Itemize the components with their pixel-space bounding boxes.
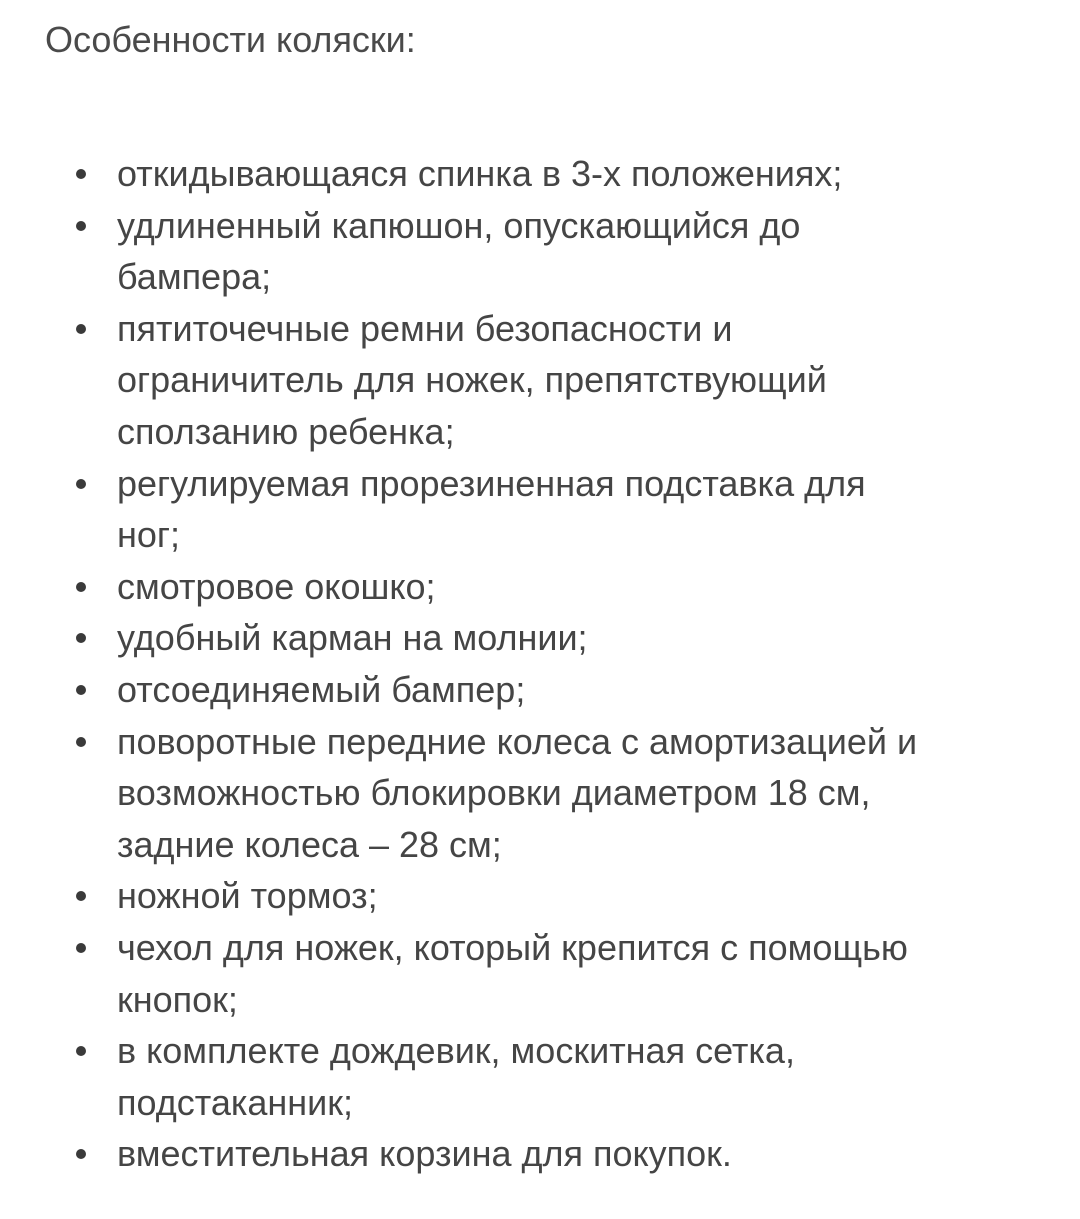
features-list <box>0 148 1060 1180</box>
feature-item <box>0 303 1060 458</box>
bullet-icon <box>76 737 86 747</box>
feature-line: пятиточечные ремни безопасности и <box>117 307 733 349</box>
feature-item <box>0 458 1060 561</box>
feature-item <box>0 870 1060 922</box>
bullet-icon <box>76 582 86 592</box>
bullet-icon <box>76 1046 86 1056</box>
feature-line: кнопок; <box>117 978 238 1020</box>
bullet-icon <box>76 943 86 953</box>
feature-line: откидывающаяся спинка в 3-х положениях; <box>117 153 843 194</box>
bullet-icon <box>76 1149 86 1159</box>
feature-item <box>0 1025 1060 1128</box>
feature-line: удобный карман на молнии; <box>117 617 588 659</box>
section-heading: Особенности коляски: <box>45 19 416 60</box>
feature-line: отсоединяемый бампер; <box>117 668 526 710</box>
feature-item <box>0 148 1060 200</box>
feature-line: подстаканник; <box>117 1081 354 1123</box>
feature-item <box>0 664 1060 716</box>
bullet-icon <box>76 891 86 901</box>
bullet-icon <box>76 685 86 695</box>
feature-line: удлиненный капюшон, опускающийся до <box>117 204 801 246</box>
feature-item <box>0 612 1060 664</box>
bullet-icon <box>76 169 86 179</box>
feature-line: бампера; <box>117 256 272 298</box>
feature-line: ног; <box>117 514 181 556</box>
feature-line: смотровое окошко; <box>117 565 436 607</box>
bullet-icon <box>76 324 86 334</box>
bullet-icon <box>76 479 86 489</box>
feature-item <box>0 716 1060 871</box>
feature-item <box>0 922 1060 1025</box>
feature-line: возможностью блокировки диаметром 18 см, <box>117 772 871 814</box>
feature-item <box>0 561 1060 613</box>
feature-line: сползанию ребенка; <box>117 410 455 452</box>
feature-line: поворотные передние колеса с амортизацией и <box>117 720 918 762</box>
feature-line: ножной тормоз; <box>117 875 378 917</box>
feature-item <box>0 200 1060 303</box>
feature-item <box>0 1128 1060 1180</box>
feature-line: в комплекте дождевик, москитная сетка, <box>117 1030 795 1072</box>
bullet-icon <box>76 221 86 231</box>
feature-line: вместительная корзина для покупок. <box>117 1133 732 1175</box>
bullet-icon <box>76 633 86 643</box>
feature-line: регулируемая прорезиненная подставка для <box>117 462 866 504</box>
feature-line: ограничитель для ножек, препятствующий <box>117 359 827 401</box>
feature-line: задние колеса – 28 см; <box>117 823 502 865</box>
feature-line: чехол для ножек, который крепится с помощью <box>117 926 908 968</box>
